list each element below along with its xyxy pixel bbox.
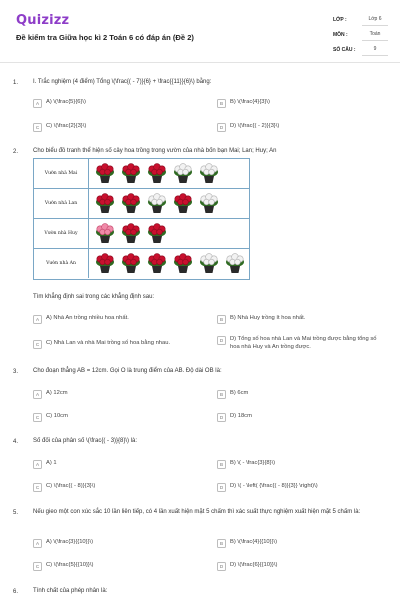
question-text: Nếu gieo một con xúc sắc 10 lần liên tiếp, có 4 lần xuất hiện mặt 5 chấm thì xác suất thực nghiệm xuất hiện mặt 5 chấm là:	[33, 509, 361, 515]
question-number: 6.	[13, 589, 19, 595]
option-b[interactable]	[217, 315, 387, 324]
option-text: A) 1	[46, 460, 57, 466]
option-text: D) Tổng số hoa nhà Lan và Mai trồng được bằng tổng số hoa nhà Huy và An trồng được.	[230, 336, 377, 350]
option-text: C) 10cm	[46, 413, 68, 419]
option-letter-box: C	[33, 562, 42, 571]
option-b[interactable]	[217, 99, 387, 108]
option-text: C) \(\frac{2}{3}\)	[46, 123, 87, 129]
quizizz-logo: Quizizz	[16, 13, 70, 28]
option-d[interactable]	[217, 123, 387, 132]
option-text: C) Nhà Lan và nhà Mai trồng số hoa bằng nhau.	[46, 340, 171, 346]
worksheet-title: Đề kiểm tra Giữa học kì 2 Toán 6 có đáp án (Đề 2)	[16, 33, 194, 42]
flower-pot-icon	[172, 192, 194, 214]
option-letter-box: B	[217, 99, 226, 108]
flower-pot-icon	[94, 222, 116, 244]
option-letter-box: A	[33, 390, 42, 399]
option-text: C) \(\frac{5}{{10}}\)	[46, 562, 94, 568]
question-text: Cho biểu đồ tranh thể hiện số cây hoa trồng trong vườn của nhà bốn bạn Mai; Lan; Huy; An	[33, 148, 277, 154]
option-c[interactable]	[33, 483, 203, 492]
question-subtext: Tìm khẳng định sai trong các khẳng định sau:	[33, 294, 155, 300]
subject-label: MÔN :	[333, 32, 348, 38]
flower-pots	[94, 192, 220, 214]
option-text: D) 18cm	[230, 413, 252, 419]
option-c[interactable]	[33, 413, 203, 422]
option-b[interactable]	[217, 539, 387, 548]
flower-pot-icon	[120, 192, 142, 214]
option-letter-box: B	[217, 460, 226, 469]
option-text: B) 6cm	[230, 390, 249, 396]
question-text: Số đối của phân số \(\frac{( - 3)}{8}\) là:	[33, 438, 138, 444]
option-letter-box: D	[217, 123, 226, 132]
option-letter-box: D	[217, 483, 226, 492]
option-text: A) \(\frac{5}{6}\)	[46, 99, 86, 105]
option-letter-box: B	[217, 539, 226, 548]
option-text: D) \(\frac{6}{{10}}\)	[230, 562, 278, 568]
flower-pot-icon	[120, 162, 142, 184]
pictogram-table	[33, 158, 250, 280]
garden-row	[34, 159, 249, 189]
option-letter-box: B	[217, 390, 226, 399]
option-a[interactable]	[33, 460, 203, 469]
flower-pot-icon	[146, 252, 168, 274]
flower-pot-icon	[146, 192, 168, 214]
option-text: A) 12cm	[46, 390, 68, 396]
subject-value: Toán	[362, 29, 388, 41]
question-text: I. Trắc nghiệm (4 điểm) Tổng \(\frac{( - 7)}{6} + \frac{{11}}{6}\) bằng:	[33, 79, 212, 85]
option-text: B) \(\frac{4}{3}\)	[230, 99, 270, 105]
option-letter-box: C	[33, 340, 42, 349]
option-a[interactable]	[33, 539, 203, 548]
option-c[interactable]	[33, 562, 203, 571]
option-b[interactable]	[217, 390, 387, 399]
option-letter-box: B	[217, 315, 226, 324]
option-c[interactable]	[33, 340, 203, 349]
option-text: D) \(\frac{( - 2)}{3}\)	[230, 123, 280, 129]
flower-pot-icon	[94, 162, 116, 184]
option-text: C) \(\frac{( - 8)}{3}\)	[46, 483, 96, 489]
question-number: 1.	[13, 80, 19, 86]
flower-pot-icon	[94, 252, 116, 274]
flower-pot-icon	[172, 252, 194, 274]
option-text: B) \( - \frac{3}{8}\)	[230, 460, 276, 466]
garden-name: Vườn nhà Huy	[34, 219, 89, 248]
question-text: Tính chất của phép nhân là:	[33, 588, 108, 594]
garden-name: Vườn nhà Mai	[34, 159, 89, 188]
header-divider	[0, 62, 400, 63]
option-letter-box: D	[217, 562, 226, 571]
option-a[interactable]	[33, 390, 203, 399]
option-letter-box: C	[33, 483, 42, 492]
option-text: D) \( - \left( {\frac{( - 8)}{3}} \right)\)	[230, 483, 318, 489]
count-value: 9	[362, 44, 388, 56]
flower-pot-icon	[198, 252, 220, 274]
option-c[interactable]	[33, 123, 203, 132]
class-value: Lớp 6	[362, 14, 388, 26]
question-number: 5.	[13, 510, 19, 516]
option-d[interactable]	[217, 483, 387, 492]
garden-name: Vườn nhà An	[34, 249, 89, 278]
question-number: 4.	[13, 439, 19, 445]
garden-name: Vườn nhà Lan	[34, 189, 89, 218]
question-text: Cho đoạn thẳng AB = 12cm. Gọi O là trung điểm của AB. Độ dài OB là:	[33, 368, 222, 374]
flower-pot-icon	[146, 162, 168, 184]
option-letter-box: D	[217, 413, 226, 422]
flower-pot-icon	[120, 252, 142, 274]
question-number: 2.	[13, 149, 19, 155]
class-label: LỚP :	[333, 17, 347, 23]
count-label: SỐ CÂU :	[333, 47, 356, 53]
option-letter-box: C	[33, 123, 42, 132]
garden-row	[34, 189, 249, 219]
option-letter-box: A	[33, 460, 42, 469]
option-letter-box: A	[33, 315, 42, 324]
option-letter-box: C	[33, 413, 42, 422]
flower-pot-icon	[198, 192, 220, 214]
option-a[interactable]	[33, 315, 203, 324]
flower-pot-icon	[224, 252, 246, 274]
flower-pot-icon	[94, 192, 116, 214]
option-letter-box: A	[33, 99, 42, 108]
flower-pots	[94, 162, 220, 184]
question-number: 3.	[13, 369, 19, 375]
option-letter-box: D	[217, 336, 226, 345]
option-text: B) Nhà Huy trồng ít hoa nhất.	[230, 315, 306, 321]
flower-pot-icon	[146, 222, 168, 244]
option-a[interactable]	[33, 99, 203, 108]
flower-pot-icon	[120, 222, 142, 244]
flower-pots	[94, 222, 168, 244]
flower-pot-icon	[198, 162, 220, 184]
flower-pots	[94, 252, 246, 274]
option-d[interactable]	[217, 562, 387, 571]
option-text: A) \(\frac{3}{{10}}\)	[46, 539, 94, 545]
option-b[interactable]	[217, 460, 387, 469]
option-d[interactable]	[217, 336, 387, 351]
option-letter-box: A	[33, 539, 42, 548]
garden-row	[34, 219, 249, 249]
option-d[interactable]	[217, 413, 387, 422]
option-text: B) \(\frac{4}{{10}}\)	[230, 539, 278, 545]
garden-row	[34, 249, 249, 278]
option-text: A) Nhà An trồng nhiều hoa nhất.	[46, 315, 129, 321]
flower-pot-icon	[172, 162, 194, 184]
